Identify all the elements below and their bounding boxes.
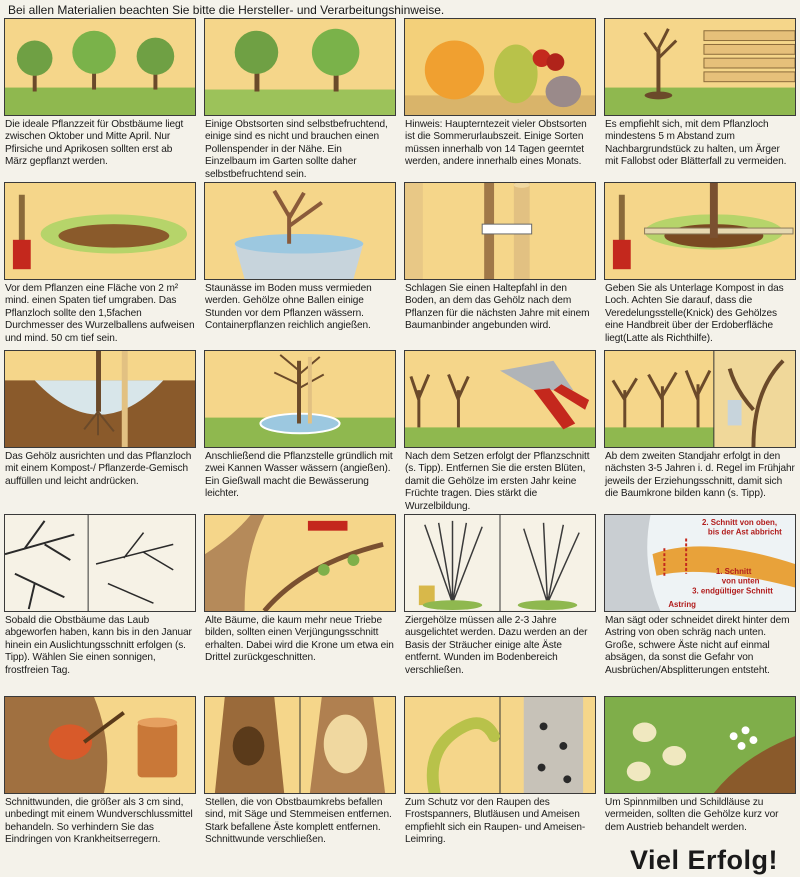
- old-tree-pruning-illustration: [204, 514, 396, 612]
- thinning-cut-illustration: [4, 514, 196, 612]
- instruction-grid: [4, 18, 796, 848]
- step-text: Anschließend die Pflanzstelle gründlich mit zwei Kannen Wasser wässern (angießen). Ein Gießwall macht die Bewässerung leichter.: [205, 451, 393, 500]
- step-text: Hinweis: Haupterntezeit vieler Obstsorten ist die Sommerurlaubszeit. Einige Sorten müssen innerhalb von 14 Tagen geerntet werden, andere innerhalb eines Monats.: [405, 119, 587, 168]
- young-trees-illustration: [604, 350, 796, 448]
- step-text: Das Gehölz ausrichten und das Pflanzloch mit einem Kompost-/ Pflanzerde-Gemisch auffüllen und leicht andrücken.: [5, 451, 192, 487]
- three-cut-diagram: [604, 514, 796, 612]
- cut-label-1b: von unten: [721, 576, 760, 586]
- step-text: Nach dem Setzen erfolgt der Pflanzschnitt (s. Tipp). Entfernen Sie die ersten Blüten, damit die Gehölze im ersten Jahr keine Früchte tragen. Dies stärkt die Wurzelbildung.: [405, 451, 590, 512]
- digging-illustration: [4, 182, 196, 280]
- trees-illustration: [204, 18, 396, 116]
- orchard-illustration: [4, 18, 196, 116]
- fence-illustration: [604, 18, 796, 116]
- water-bucket-illustration: [204, 182, 396, 280]
- step-text: Schnittwunden, die größer als 3 cm sind, unbedingt mit einem Wundverschlussmittel behandeln. So verhindern Sie das Eindringen von Krankheitserregern.: [5, 797, 193, 846]
- step-text: Alte Bäume, die kaum mehr neue Triebe bilden, sollten einen Verjüngungsschnitt erhalten. Dabei wird die Krone um etwa ein Drittel zurückgeschnitten.: [205, 615, 394, 664]
- cut-label-2a: 2. Schnitt von oben,: [701, 517, 778, 527]
- fruit-illustration: [404, 18, 596, 116]
- compost-illustration: [604, 182, 796, 280]
- astring-label: Astring: [668, 600, 696, 610]
- mites-illustration: [604, 696, 796, 794]
- cut-label-3: 3. endgültiger Schnitt: [692, 586, 773, 596]
- step-text: Staunässe im Boden muss vermieden werden. Gehölze ohne Ballen einige Stunden vor dem Pflanzen wässern. Containerpflanzen reichlich angießen.: [205, 283, 372, 332]
- pruning-shears-illustration: [404, 350, 596, 448]
- step-text: Ab dem zweiten Standjahr erfolgt in den nächsten 3-5 Jahren i. d. Regel im Frühjahr jeweils der Erziehungsschnitt, damit sich die Baumkrone bilden kann (s. Tipp).: [605, 451, 795, 500]
- step-text: Stellen, die von Obstbaumkrebs befallen sind, mit Säge und Stemmeisen entfernen. Stark befallene Äste komplett entfernen. Schnittwunde verschließen.: [205, 797, 392, 846]
- pests-illustration: [404, 696, 596, 794]
- cut-label-1a: 1. Schnitt: [715, 566, 752, 576]
- watering-illustration: [204, 350, 396, 448]
- step-text: Um Spinnmilben und Schildläuse zu vermeiden, sollten die Gehölze kurz vor dem Austrieb behandelt werden.: [605, 797, 779, 833]
- wound-sealing-illustration: [4, 696, 196, 794]
- step-text: Man sägt oder schneidet direkt hinter dem Astring von oben schräg nach unten. Große, schwere Äste nicht auf einmal absägen, da sonst die Gefahr von Ausbrüchen/Absplitterungen entsteht.: [605, 615, 790, 676]
- step-text: Vor dem Pflanzen eine Fläche von 2 m² mind. einen Spaten tief umgraben. Das Pflanzloch sollte den 1,5fachen Durchmesser des Wurzelballens aufweisen und mind. 50 cm tief sein.: [5, 283, 195, 344]
- planting-illustration: [4, 350, 196, 448]
- step-text: Zum Schutz vor den Raupen des Frostspanners, Blutläusen und Ameisen empfiehlt sich ein Raupen- und Ameisen-Leimring.: [405, 797, 586, 846]
- footer-message: Viel Erfolg!: [629, 845, 778, 875]
- step-text: Einige Obstsorten sind selbstbefruchtend, einige sind es nicht und brauchen einen Pollenspender in der Nähe. Ein Einzelbaum im Garten sollte daher selbstbefruchtend sein.: [205, 119, 388, 180]
- step-text: Geben Sie als Unterlage Kompost in das Loch. Achten Sie darauf, dass die Veredelungsstelle(Knick) des Gehölzes eine Handbreit über der Erdoberfläche liegt(Latte als Richthilfe).: [605, 283, 784, 344]
- cut-label-2b: bis der Ast abbricht: [707, 527, 782, 537]
- page-header: Bei allen Materialien beachten Sie bitte die Hersteller- und Verarbeitungshinweise.: [8, 3, 445, 17]
- step-text: Die ideale Pflanzzeit für Obstbäume liegt zwischen Oktober und Mitte April. Nur Pfirsiche und Aprikosen sollten erst ab März gepflanzt werden.: [5, 119, 184, 168]
- step-text: Sobald die Obstbäume das Laub abgeworfen haben, kann bis in den Januar hinein ein Auslichtungsschnitt erfolgen (s. Tipp). Wählen Sie einen sonnigen, frostfreien Tag.: [5, 615, 192, 676]
- step-text: Schlagen Sie einen Haltepfahl in den Boden, an dem das Gehölz nach dem Pflanzen für die nächsten Jahre mit einem Baumanbinder angebunden wird.: [405, 283, 590, 332]
- stake-illustration: [404, 182, 596, 280]
- step-text: Es empfiehlt sich, mit dem Pflanzloch mindestens 5 m Abstand zum Nachbargrundstück zu halten, um Ärger mit Fallobst oder Blätterfall zu vermeiden.: [605, 119, 787, 168]
- canker-removal-illustration: [204, 696, 396, 794]
- step-text: Ziergehölze müssen alle 2-3 Jahre ausgelichtet werden. Dazu werden an der Basis der Sträucher einige alte Äste entfernt. Wunden im Bodenbereich verschließen.: [405, 615, 588, 676]
- shrub-thinning-illustration: [404, 514, 596, 612]
